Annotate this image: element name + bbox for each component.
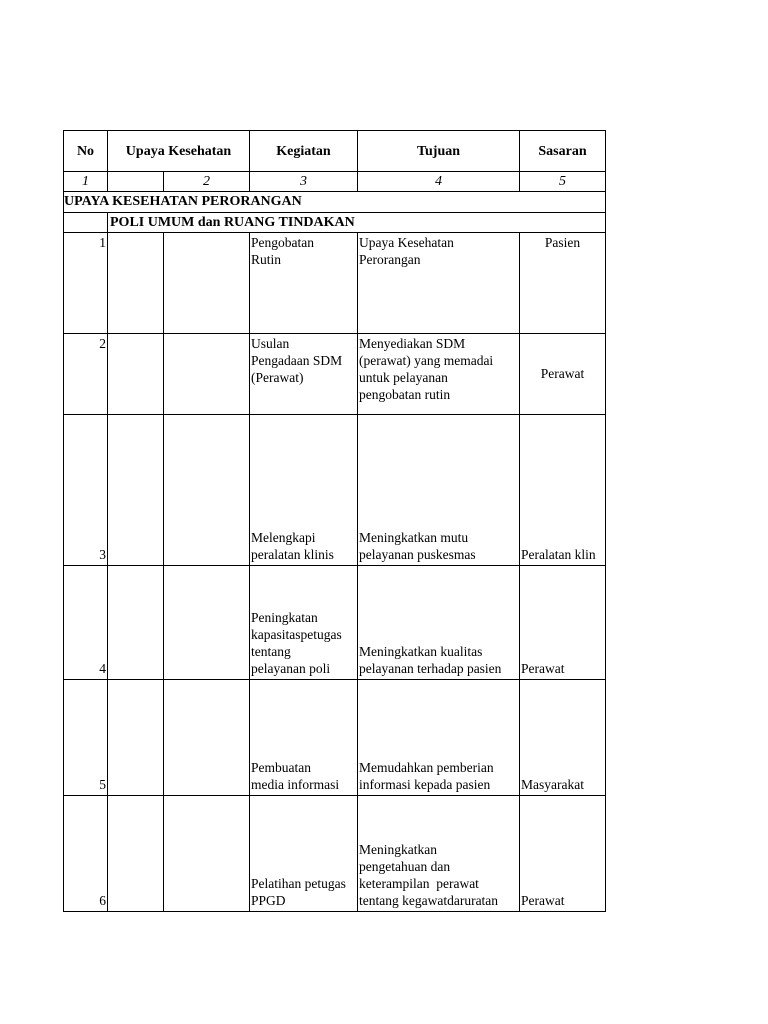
row-2-number: 2 [99, 336, 106, 351]
row-3-sasaran: Peralatan klin [521, 547, 596, 562]
row-1-tujuan: Upaya Kesehatan Perorangan [359, 235, 454, 267]
row-4-kegiatan: Peningkatan kapasitaspetugas tentang pelayanan poli [251, 610, 342, 676]
column-number-3: 3 [300, 174, 307, 189]
col-divider-kegiatan-tujuan-body [249, 232, 250, 912]
column-number-2: 2 [203, 174, 210, 189]
row-6-sasaran: Perawat [521, 893, 565, 908]
col-divider-tujuan-sasaran-body [519, 232, 520, 912]
col-divider-upaya-split-body [163, 232, 164, 912]
row-1-number: 1 [99, 235, 106, 250]
row-6-tujuan: Meningkatkan pengetahuan dan keterampilan perawat tentang kegawatdaruratan [359, 842, 499, 908]
row-5-kegiatan: Pembuatan media informasi [251, 760, 340, 792]
column-number-5: 5 [559, 174, 566, 189]
row-4-tujuan: Meningkatkan kualitas pelayanan terhadap pasien [359, 644, 502, 676]
row-5-number: 5 [99, 777, 106, 792]
subsection-title: POLI UMUM dan RUANG TINDAKAN [110, 215, 355, 230]
row-1-kegiatan: Pengobatan Rutin [251, 235, 314, 267]
header-upaya-kesehatan: Upaya Kesehatan [125, 144, 232, 159]
section-bottom-border [63, 212, 606, 213]
numbers-bottom-border [63, 191, 606, 192]
table-top-border [63, 130, 606, 131]
row-2-sasaran: Perawat [540, 366, 585, 381]
column-number-4: 4 [435, 174, 442, 189]
row-4-sasaran: Perawat [521, 661, 565, 676]
header-tujuan: Tujuan [416, 144, 461, 159]
col-divider-no-upaya-body [107, 212, 108, 912]
row-2-bottom-border [63, 414, 606, 415]
row-3-number: 3 [99, 547, 106, 562]
row-5-sasaran: Masyarakat [521, 777, 584, 792]
header-kegiatan: Kegiatan [276, 144, 331, 159]
row-6-kegiatan: Pelatihan petugas PPGD [251, 876, 346, 908]
column-number-1: 1 [82, 174, 89, 189]
header-no: No [76, 144, 95, 159]
row-4-number: 4 [99, 661, 106, 676]
row-5-bottom-border [63, 795, 606, 796]
header-bottom-border [63, 171, 606, 172]
row-1-sasaran: Pasien [544, 235, 581, 250]
row-5-tujuan: Memudahkan pemberian informasi kepada pasien [359, 760, 494, 792]
row-3-bottom-border [63, 565, 606, 566]
table-bottom-border [63, 911, 606, 912]
row-2-kegiatan: Usulan Pengadaan SDM (Perawat) [251, 336, 343, 385]
header-sasaran: Sasaran [538, 144, 587, 159]
section-title: UPAYA KESEHATAN PERORANGAN [64, 194, 302, 209]
col-divider-no-upaya-header [107, 130, 108, 192]
col-divider-kegiatan-left-body [357, 232, 358, 912]
row-2-tujuan: Menyediakan SDM (perawat) yang memadai untuk pelayanan pengobatan rutin [359, 336, 494, 402]
subsection-bottom-border [63, 232, 606, 233]
table-right-border [605, 130, 606, 912]
row-3-tujuan: Meningkatkan mutu pelayanan puskesmas [359, 530, 476, 562]
row-3-kegiatan: Melengkapi peralatan klinis [251, 530, 334, 562]
row-1-bottom-border [63, 333, 606, 334]
row-4-bottom-border [63, 679, 606, 680]
row-6-number: 6 [99, 893, 106, 908]
